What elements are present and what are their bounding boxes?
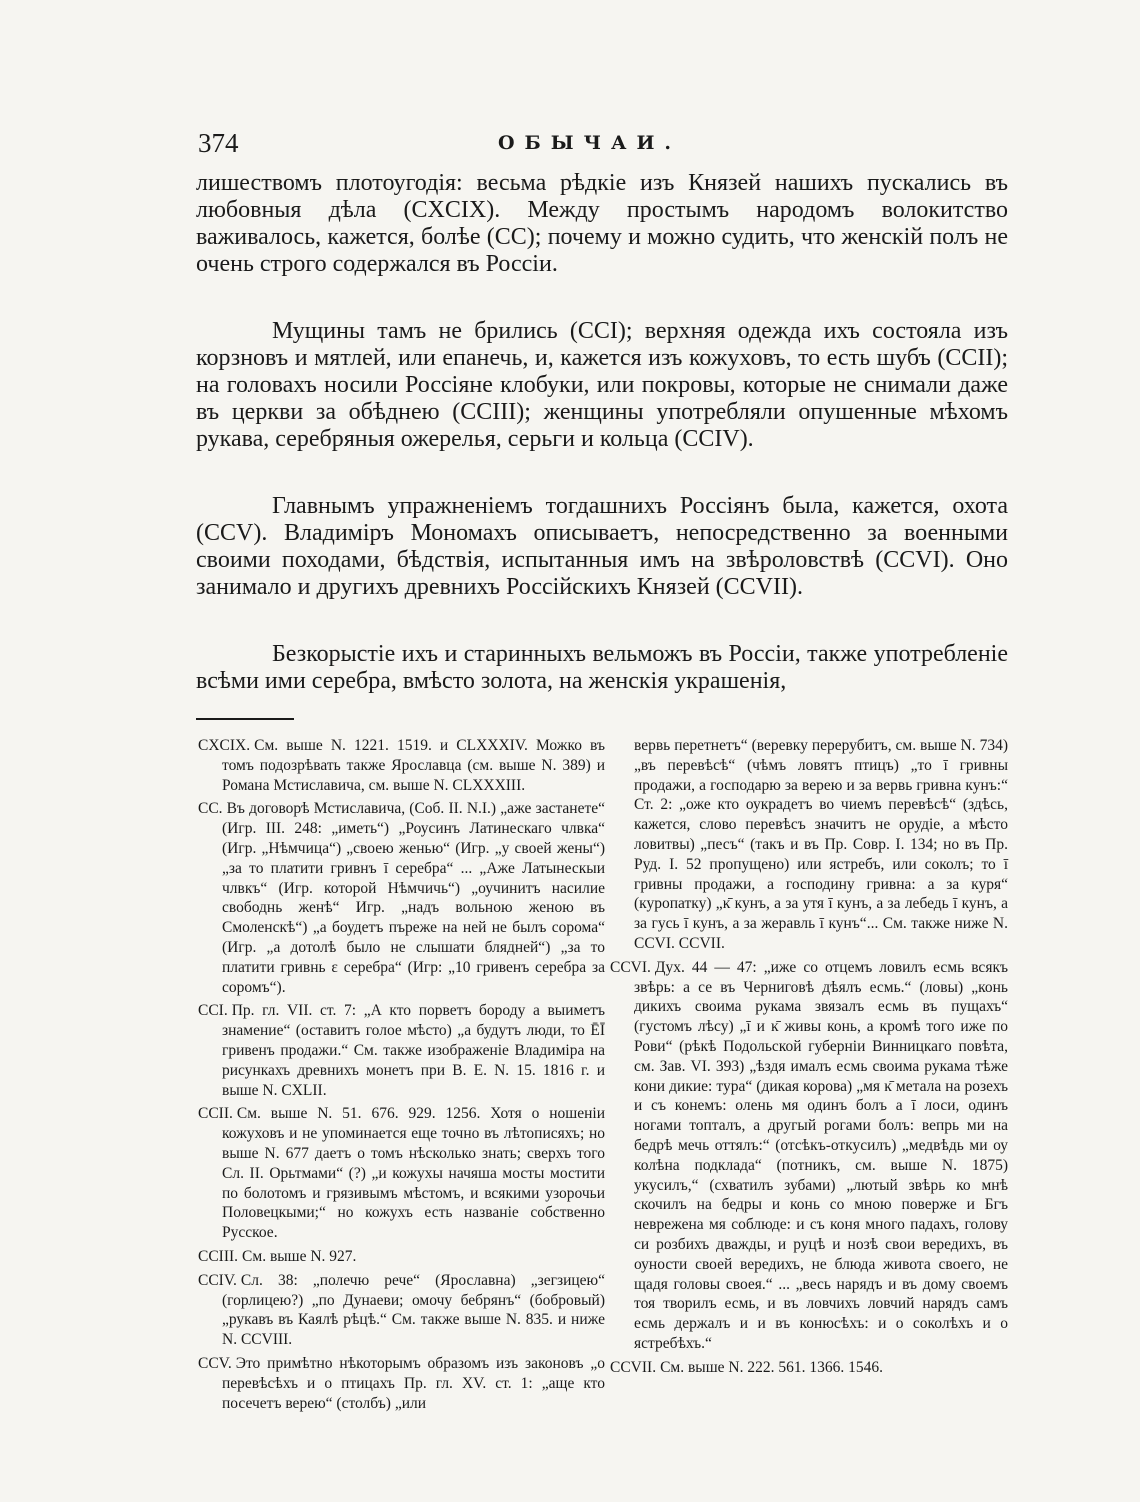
footnote-text: См. выше N. 1221. 1519. и CLXXXIV. Можко въ томъ подозрѣвать также Ярославца (см. выше N. 389) и Романа Мстиславича, см. выше N. CLXXXIII. <box>222 737 605 794</box>
footnote-id: CCVI. <box>610 958 651 976</box>
running-title: ОБЫЧАИ. <box>498 132 682 154</box>
footnote <box>198 1001 605 1100</box>
footnote-text: Пр. гл. VII. ст. 7: „А кто порветъ бороду а выиметъ знамение“ (оставитъ голое мѣсто) „а будутъ люди, то ĒĪ гривенъ продажи.“ См. также изображеніе Владиміра на рисункахъ древнихъ монетъ при В. Е. N. 15. 1816 г. и выше N. CXLII. <box>222 1002 605 1099</box>
footnote <box>198 1247 605 1267</box>
footnote <box>610 1358 1008 1378</box>
footnote-text: Въ договорѣ Мстиславича, (Соб. II. N.I.) „аже застанете“ (Игр. III. 248: „иметь“) „Роусинъ Латинескаго члвка“ (Игр. „Нѣмчица“) „своею женью“ (Игр. „у своей жены“) „за то платити гривнъ ī серебра“ ... „Аже Латынескыи члвкъ“ (Игр. которой Нѣмчичь“) „оучинитъ насилие свободнь женѣ“ Игр. „надъ вольною женою въ Смоленскѣ“) „а боудетъ пъреже на ней не былъ сорома“ (Игр. „а дотолѣ было не слышати блядней“) „за то платити гривнь ε серебра“ (Игр: „10 гривенъ серебра за соромъ“). <box>222 800 605 996</box>
footnote-text: Дух. 44 — 47: „иже со отцемъ ловилъ есмь всякъ звѣрь: а се въ Черниговѣ дѣялъ есмь.“ (ловы) „конь дикихъ своима рукама звязалъ есмь въ пущахъ“ (густомъ лѣсу) „ī и ĸ̄ живы конь, а кромѣ того иже по Рови“ (рѣкѣ Подольской губерніи Винницкаго повѣта, см. Зав. VI. 393) „ѣздя ималъ есмь своима рукама тѣже кони дикие: тура“ (дикая корова) „мя ĸ̄ метала на розехъ и съ конемъ: олень мя одинъ болъ а ī лоси, одинъ ногами топталъ, а другый рогами болъ: вепрь ми на бедрѣ мечь оттялъ:“ (отсѣкъ-откусилъ) „медвѣдь ми оу колѣна подклада“ (потникъ, см. выше N. 1875) укусилъ,“ (схватилъ зубами) „лютый звѣрь ко мнѣ скочилъ на бедры и конь со мною поверже и Бгъ невреженa мя соблюде: и съ коня много падахъ, голову си розбихъ дважды, и руцѣ и нозѣ свои вередихъ, въ оуности своей вередихъ, не блюда живота своего, не щадя головы своея.“ ... „весь нарядъ и въ дому своемъ тоя творилъ есмь, и въ ловчихъ ловчий нарядъ самъ есмь держалъ и и въ конюсѣхъ: и о соколѣхъ и о ястребѣхъ.“ <box>634 958 1008 1352</box>
footnote <box>198 736 605 795</box>
footnote-text: См. выше N. 927. <box>242 1247 357 1265</box>
footnote-text: вервь перетнетъ“ (веревку перерубитъ, см. выше N. 734) „въ перевѣсѣ“ (чѣмъ ловятъ птицъ) „то ī гривны продажи, а господарю за верею и за вервь гривна кунъ:“ Ст. 2: „оже кто оукрадетъ во чиемъ перевѣсѣ“ (здѣсь, кажется, слово перевѣсъ значитъ не орудіе, а мѣсто ловитвы) „песъ“ (такъ и въ Пр. Совр. I. 134; но въ Пр. Руд. I. 52 пропущено) или ястребъ, или соколъ; то ī гривны продажи, а господину гривна: а за куря“ (куропатку) „ĸ̄ кунъ, а за утя ī кунъ, а за лебедь ī кунъ, а за гусь ī кунъ, а за жеравль ī кунъ“... См. также ниже N. CCVI. CCVII. <box>634 737 1008 952</box>
footnote-id: CC. <box>198 800 223 818</box>
footnote-divider <box>196 718 294 720</box>
footnote-id: CCV. <box>198 1354 232 1372</box>
footnote-text: Это примѣтно нѣкоторымъ образомъ изъ законовъ „о перевѣсѣхъ и о птицахъ Пр. гл. XV. ст. 1: „аще кто посечетъ верею“ (столбъ) „или <box>222 1354 605 1412</box>
footnote <box>198 799 605 997</box>
page-number: 374 <box>198 128 239 158</box>
footnote-id: CCIV. <box>198 1271 237 1289</box>
footnote-text: Сл. 38: „полечю рече“ (Ярославна) „зегзицею“ (горлицею?) „по Дунаеви; омочу бебрянъ“ (бобровый) „рукавъ въ Каялѣ рѣцѣ.“ См. также выше N. 835. и ниже N. CCVIII. <box>222 1271 605 1349</box>
main-text <box>196 170 1008 735</box>
footnote-id: CCI. <box>198 1002 228 1020</box>
footnote <box>198 1271 605 1350</box>
footnote-id: CCIII. <box>198 1247 239 1265</box>
footnote-id: CCII. <box>198 1105 233 1123</box>
page-header <box>198 128 1008 164</box>
footnotes-left-column <box>198 736 605 1417</box>
footnote <box>198 1104 605 1243</box>
footnote-continuation <box>610 736 1008 954</box>
paragraph: лишествомъ плотоугодія: весьма рѣдкіе изъ Князей нашихъ пускались въ любовныя дѣла (CXCIX). Между простымъ народомъ волокитство важивалось, кажется, болѣе (CC); почему и можно судить, что женскій полъ не очень строго содержался въ Россіи. <box>196 170 1008 277</box>
footnote <box>198 1354 605 1413</box>
footnote-text: См. выше N. 222. 561. 1366. 1546. <box>660 1358 883 1376</box>
footnote-text: См. выше N. 51. 676. 929. 1256. Хотя о ношеніи кожуховъ и не упоминается еще точно въ лѣтописяхъ; но выше N. 677 даетъ о томъ нѣсколько знать; сверхъ того Сл. II. Орьтмами“ (?) „и кожухы начяша мосты мостити по болотомъ и грязивымъ мѣстомъ, и всякими узорочьи Половецкыми;“ но кожухъ есть названіе собственно Русское. <box>222 1105 605 1242</box>
paragraph: Мущины тамъ не брились (CCI); верхняя одежда ихъ состояла изъ корзновъ и мятлей, или епанечь, и, кажется изъ кожуховъ, то есть шубъ (CCII); на головахъ носили Россіяне клобуки, или покровы, которые не снимали даже въ церкви за обѣднею (CCIII); женщины употребляли опушенные мѣхомъ рукава, серебряныя ожерелья, серьги и кольца (CCIV). <box>196 318 1008 452</box>
footnote <box>610 958 1008 1354</box>
footnote-id: CCVII. <box>610 1358 657 1376</box>
footnote-id: CXCIX. <box>198 737 251 754</box>
paragraph: Главнымъ упражненіемъ тогдашнихъ Россіянъ была, кажется, охота (CCV). Владиміръ Мономахъ описываетъ, непосредственно за военными своими походами, бѣдствія, испытанныя имъ на звѣроловствѣ (CCVI). Оно занимало и другихъ древнихъ Россійскихъ Князей (CCVII). <box>196 493 1008 600</box>
paragraph: Безкорыстіе ихъ и старинныхъ вельможъ въ Россіи, также употребленіе всѣми ими серебра, вмѣсто золота, на женскія украшенія, <box>196 641 1008 694</box>
footnotes-right-column <box>610 736 1008 1382</box>
